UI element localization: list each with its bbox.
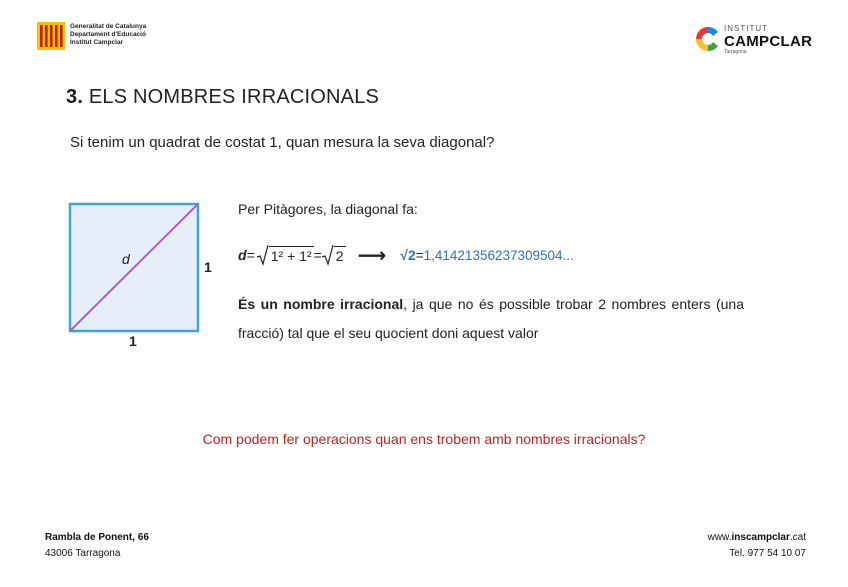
radical-icon [322,244,334,266]
closing-question: Com podem fer operacions quan ens trobem amb nombres irracionals? [202,431,646,447]
sqrt-two-inner: 2 [335,247,344,264]
explanation-rest: , ja que no és possible trobar 2 nombres enters (una fracció) tal que el seu quocient doni aquest valor [238,296,744,341]
generalitat-text [70,23,146,47]
org-line-3: Institut Campclar [70,39,124,46]
side-label-bottom: 1 [129,333,137,349]
org-line-1: Generalitat de Catalunya [70,23,147,30]
institute-small-label: INSTITUT [724,24,768,33]
sqrt-two-expression [322,244,346,266]
org-line-2: Departament d'Educació [70,31,146,38]
sqrt-two-value: 1,41421356237309504... [423,247,574,263]
footer-contact [708,530,806,562]
intro-question: Si tenim un quadrat de costat 1, quan mesura la seva diagonal? [70,134,495,151]
section-number: 3. [66,86,84,108]
sqrt-sum-inner: 1² + 1² [270,247,312,264]
formula-equals-2: = [313,247,322,263]
footer-address [45,530,149,562]
section-title [66,86,379,109]
website-link[interactable] [708,530,806,546]
formula-equals-3: = [415,247,424,263]
phone-number: Tel. 977 54 10 07 [729,548,806,559]
campclar-logo-text [724,25,812,55]
pitagores-text: Per Pitàgores, la diagonal fa: [238,201,418,217]
web-domain: inscampclar [731,532,790,543]
institute-name: CAMPCLAR [724,33,813,50]
web-prefix: www. [707,532,732,543]
campclar-logo-icon [694,25,722,53]
sqrt-sum-expression [257,244,314,266]
arrow-icon: ⟶ [357,244,387,267]
address-line-2: 43006 Tarragona [45,548,121,559]
generalitat-logo [37,22,65,50]
address-line-1: Rambla de Ponent, 66 [45,532,149,543]
explanation-bold: És un nombre irracional [238,296,404,312]
irrational-explanation [238,290,744,348]
institute-city: Tarragona [724,49,747,55]
web-suffix: .cat [789,532,806,543]
section-title-text: ELS NOMBRES IRRACIONALS [83,86,380,108]
formula-equals-1: = [246,247,255,263]
radical-icon [257,244,269,266]
square-diagram [66,200,216,350]
sqrt-two-symbol: √2 [400,247,416,263]
diagonal-formula [238,244,574,266]
formula-d: d [238,247,247,263]
side-label-right: 1 [204,259,212,275]
diagonal-label: d [122,251,130,267]
